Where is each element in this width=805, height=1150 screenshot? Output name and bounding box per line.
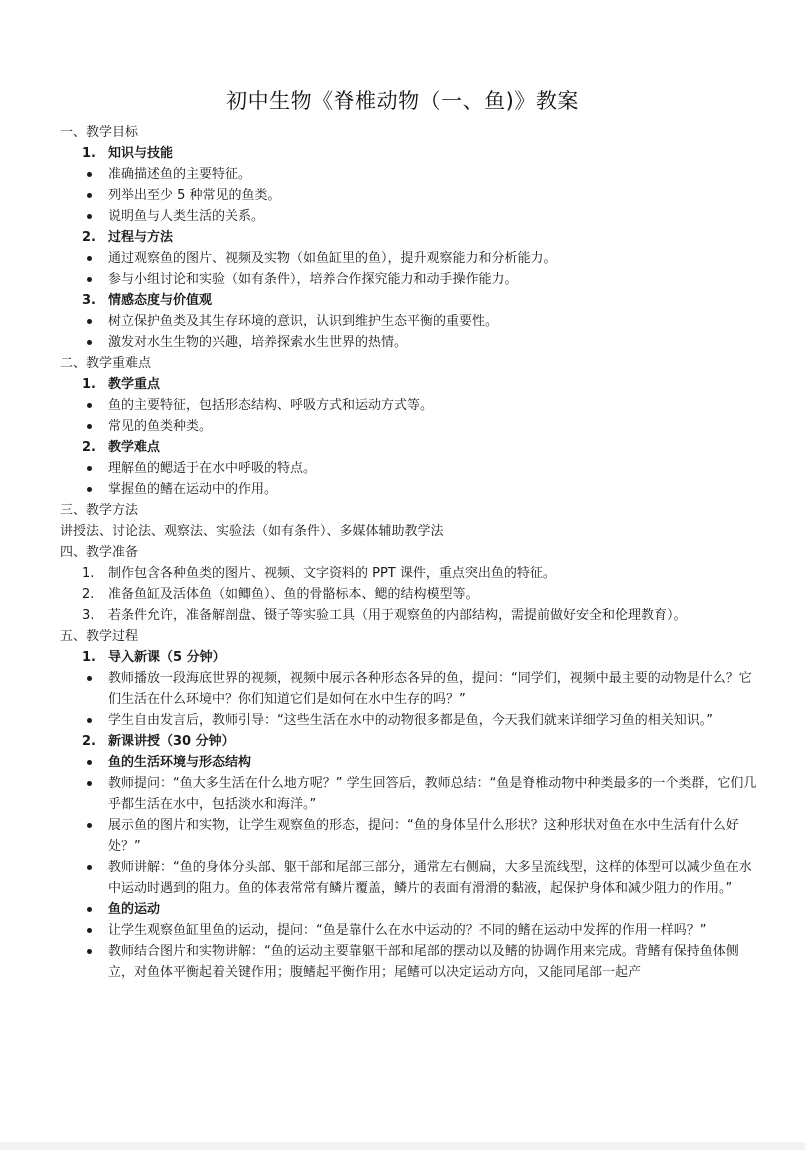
list-text: 制作包含各种鱼类的图片、视频、文字资料的 PPT 课件，重点突出鱼的特征。	[108, 566, 556, 581]
list-item: 激发对水生生物的兴趣，培养探索水生世界的热情。	[60, 332, 760, 353]
section-heading-key-points: 二、教学重难点	[60, 356, 152, 371]
list-item: 教师提问：“鱼大多生活在什么地方呢？” 学生回答后，教师总结：“鱼是脊椎动物中种类最多的一个类群，它们几乎都生活在水中，包括淡水和海洋。”	[60, 773, 760, 815]
subheading-label: 导入新课（5 分钟）	[108, 650, 226, 665]
subheading-label: 过程与方法	[108, 230, 174, 245]
subheading-attitude	[60, 290, 760, 311]
list-item: 教师结合图片和实物讲解：“鱼的运动主要靠躯干部和尾部的摆动以及鳍的协调作用来完成。背鳍有保持鱼体侧立，对鱼体平衡起着关键作用；腹鳍起平衡作用；尾鳍可以决定运动方向，又能同尾部一起产	[60, 941, 760, 983]
subheading-introduction	[60, 647, 760, 668]
list-item: 准确描述鱼的主要特征。	[60, 164, 760, 185]
methods-text: 讲授法、讨论法、观察法、实验法（如有条件）、多媒体辅助教学法	[60, 524, 444, 539]
page-bottom-margin	[0, 1142, 805, 1150]
list-item: 掌握鱼的鳍在运动中的作用。	[60, 479, 760, 500]
list-item: 展示鱼的图片和实物，让学生观察鱼的形态，提问：“鱼的身体呈什么形状？这种形状对鱼在水中生活有什么好处？”	[60, 815, 760, 857]
subheading-label: 教学重点	[108, 377, 161, 392]
subheading-number: 1.	[82, 650, 96, 665]
subheading-number: 2.	[82, 230, 96, 245]
list-item: 通过观察鱼的图片、视频及实物（如鱼缸里的鱼），提升观察能力和分析能力。	[60, 248, 760, 269]
subheading-knowledge	[60, 143, 760, 164]
list-item	[60, 584, 760, 605]
list-item: 让学生观察鱼缸里鱼的运动，提问：“鱼是靠什么在水中运动的？不同的鳍在运动中发挥的作用一样吗？”	[60, 920, 760, 941]
section-heading-preparation: 四、教学准备	[60, 545, 139, 560]
list-number: 3.	[82, 608, 95, 623]
list-number: 1.	[82, 566, 95, 581]
subheading-number: 1.	[82, 146, 96, 161]
document-body	[60, 122, 760, 983]
subheading-new-lesson	[60, 731, 760, 752]
list-text: 若条件允许，准备解剖盘、镊子等实验工具（用于观察鱼的内部结构，需提前做好安全和伦理教育）。	[108, 608, 687, 623]
subheading-number: 1.	[82, 377, 96, 392]
list-item: 教师讲解：“鱼的身体分头部、躯干部和尾部三部分，通常左右侧扁，大多呈流线型，这样的体型可以减少鱼在水中运动时遇到的阻力。鱼的体表常常有鳞片覆盖，鳞片的表面有滑滑的黏液，起保护身体和减少阻力的作用。”	[60, 857, 760, 899]
document-title: 初中生物《脊椎动物（一、鱼)》教案	[226, 89, 579, 113]
list-item: 常见的鱼类种类。	[60, 416, 760, 437]
list-item: 说明鱼与人类生活的关系。	[60, 206, 760, 227]
subheading-label: 情感态度与价值观	[108, 293, 213, 308]
topic-heading-movement: 鱼的运动	[60, 899, 760, 920]
list-item: 学生自由发言后，教师引导：“这些生活在水中的动物很多都是鱼，今天我们就来详细学习鱼的相关知识。”	[60, 710, 760, 731]
section-heading-methods: 三、教学方法	[60, 503, 139, 518]
list-item: 教师播放一段海底世界的视频，视频中展示各种形态各异的鱼，提问：“同学们，视频中最主要的动物是什么？它们生活在什么环境中？你们知道它们是如何在水中生存的吗？”	[60, 668, 760, 710]
subheading-label: 新课讲授（30 分钟）	[108, 734, 235, 749]
list-text: 准备鱼缸及活体鱼（如鲫鱼）、鱼的骨骼标本、鳃的结构模型等。	[108, 587, 479, 602]
list-item: 参与小组讨论和实验（如有条件），培养合作探究能力和动手操作能力。	[60, 269, 760, 290]
subheading-label: 教学难点	[108, 440, 161, 455]
list-item: 树立保护鱼类及其生存环境的意识，认识到维护生态平衡的重要性。	[60, 311, 760, 332]
subheading-number: 3.	[82, 293, 96, 308]
subheading-number: 2.	[82, 440, 96, 455]
section-heading-process: 五、教学过程	[60, 629, 139, 644]
subheading-label: 知识与技能	[108, 146, 174, 161]
list-item: 理解鱼的鳃适于在水中呼吸的特点。	[60, 458, 760, 479]
subheading-process	[60, 227, 760, 248]
subheading-difficulty	[60, 437, 760, 458]
list-item: 鱼的主要特征，包括形态结构、呼吸方式和运动方式等。	[60, 395, 760, 416]
list-item	[60, 605, 760, 626]
subheading-number: 2.	[82, 734, 96, 749]
section-heading-objectives: 一、教学目标	[60, 125, 139, 140]
subheading-focus	[60, 374, 760, 395]
list-item	[60, 563, 760, 584]
topic-heading-habitat: 鱼的生活环境与形态结构	[60, 752, 760, 773]
list-item: 列举出至少 5 种常见的鱼类。	[60, 185, 760, 206]
list-number: 2.	[82, 587, 95, 602]
